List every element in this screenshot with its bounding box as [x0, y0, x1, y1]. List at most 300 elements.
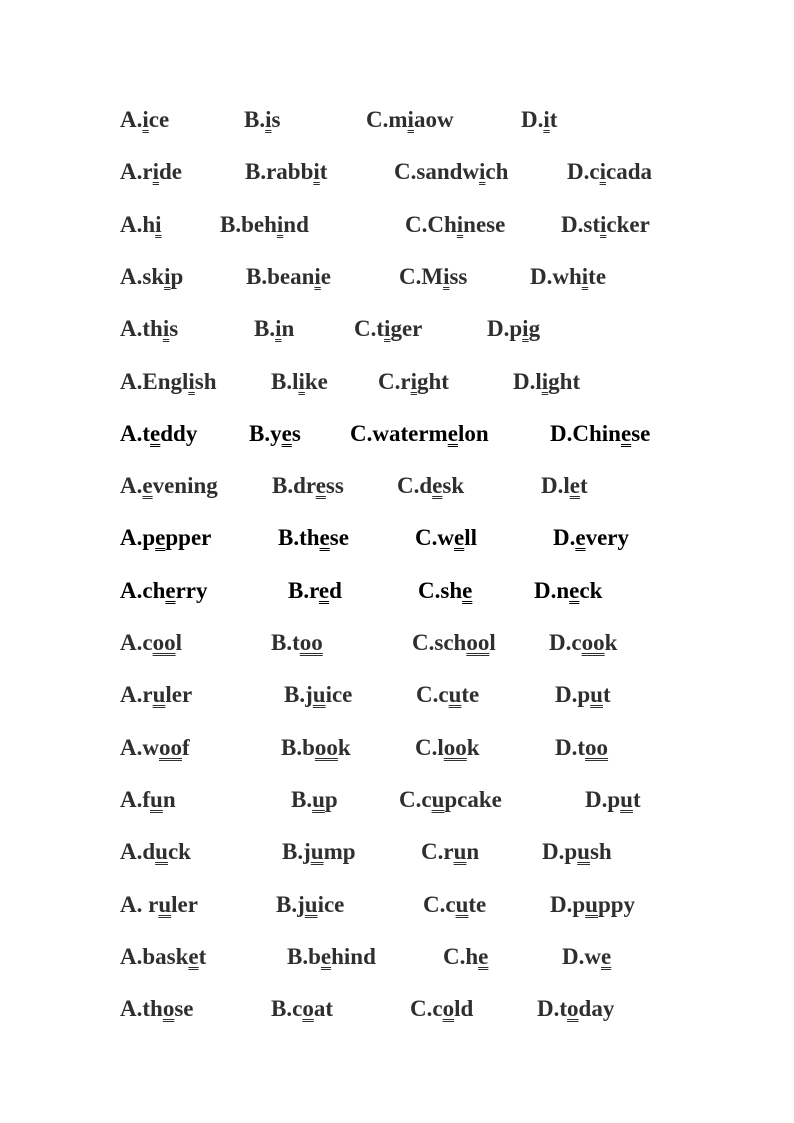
underlined-letters: oo: [152, 630, 176, 655]
option-d: [521, 103, 557, 137]
word-end: ss: [325, 473, 344, 499]
word-start: bask: [142, 943, 189, 969]
option-d: [585, 783, 641, 817]
word-start: j: [297, 891, 305, 917]
option-letter: B.: [246, 263, 268, 289]
underlined-letters: i: [543, 107, 550, 132]
option-a: [120, 835, 191, 869]
word-start: l: [437, 734, 444, 760]
underlined-letters: u: [155, 839, 168, 865]
word-start: d: [419, 473, 433, 499]
underlined-letters: i: [600, 211, 607, 237]
underlined-letters: e: [319, 525, 330, 551]
word-start: c: [142, 630, 153, 655]
word-start: M: [421, 263, 444, 289]
option-letter: A.: [120, 159, 143, 185]
word-end: de: [158, 159, 182, 185]
option-letter: A.: [120, 263, 143, 289]
option-letter: A.: [120, 368, 143, 394]
underlined-letters: u: [158, 891, 172, 917]
word-end: n: [466, 839, 480, 865]
word-end: nese: [463, 211, 506, 237]
option-letter: D.: [542, 839, 565, 865]
question-row: [0, 208, 794, 242]
word-start: t: [376, 316, 385, 342]
underlined-letters: i: [313, 159, 320, 185]
option-letter: C.: [399, 786, 422, 812]
word-start: l: [563, 473, 570, 499]
option-c: [412, 626, 496, 660]
underlined-letters: i: [581, 263, 589, 289]
word-end: ger: [390, 316, 423, 342]
underlined-letters: i: [276, 211, 284, 237]
option-d: [541, 469, 588, 503]
word-start: bean: [267, 263, 315, 289]
word-end: mp: [323, 839, 356, 865]
underlined-letters: e: [569, 473, 580, 499]
word-start: m: [388, 107, 408, 132]
option-d: [537, 992, 614, 1026]
word-start: b: [302, 734, 315, 760]
word-end: f: [182, 734, 190, 760]
word-end: ck: [579, 577, 603, 603]
word-end: p: [324, 786, 338, 812]
underlined-letters: e: [315, 473, 326, 499]
option-letter: A.: [120, 682, 143, 708]
word-end: t: [632, 786, 641, 812]
option-d: [550, 417, 650, 451]
question-row: [0, 260, 794, 294]
word-end: te: [588, 263, 607, 289]
underlined-letters: o: [302, 996, 314, 1022]
underlined-letters: o: [567, 996, 579, 1022]
underlined-letters: i: [384, 316, 391, 342]
underlined-letters: i: [443, 263, 450, 289]
option-c: [415, 521, 477, 555]
option-c: [354, 312, 422, 346]
option-letter: D.: [561, 211, 584, 237]
option-letter: A.: [120, 891, 149, 917]
option-letter: C.: [350, 420, 373, 446]
option-b: [288, 574, 342, 608]
underlined-letters: u: [152, 682, 166, 708]
option-letter: B.: [271, 996, 293, 1022]
question-row: [0, 365, 794, 399]
option-c: [410, 992, 473, 1026]
option-letter: A.: [120, 943, 143, 969]
underlined-letters: e: [155, 525, 166, 551]
word-start: w: [437, 525, 454, 551]
underlined-letters: i: [522, 316, 529, 342]
word-start: Engl: [142, 368, 189, 394]
word-start: f: [142, 786, 151, 812]
word-end: aow: [413, 107, 454, 132]
underlined-letters: oo: [314, 734, 338, 760]
option-b: [220, 208, 309, 242]
option-a: [120, 678, 192, 712]
option-letter: C.: [394, 159, 417, 185]
word-end: s: [169, 316, 179, 342]
question-row: [0, 574, 794, 608]
word-start: y: [270, 420, 282, 446]
word-end: e: [320, 263, 331, 289]
option-letter: D.: [550, 891, 573, 917]
word-start: wh: [552, 263, 582, 289]
underlined-letters: oo: [159, 734, 182, 760]
option-a: [120, 260, 183, 294]
underlined-letters: u: [312, 682, 326, 708]
underlined-letters: i: [142, 107, 149, 132]
option-d: [542, 835, 612, 869]
option-letter: B.: [254, 316, 276, 342]
option-a: [120, 992, 194, 1026]
word-start: rabb: [266, 159, 314, 185]
word-end: d: [329, 577, 342, 603]
word-start: ch: [142, 577, 166, 603]
option-letter: D.: [550, 420, 573, 446]
word-end: pcake: [444, 786, 502, 812]
option-letter: B.: [271, 368, 293, 394]
option-letter: D.: [553, 525, 576, 551]
option-b: [249, 417, 301, 451]
word-end: ler: [171, 891, 198, 917]
option-letter: C.: [412, 630, 435, 655]
word-end: ce: [148, 107, 170, 132]
underlined-letters: i: [599, 159, 606, 185]
option-a: [120, 888, 198, 922]
word-start: th: [142, 996, 163, 1022]
word-end: s: [291, 420, 301, 446]
option-letter: B.: [271, 630, 293, 655]
word-start: l: [292, 368, 299, 394]
option-letter: D.: [585, 786, 608, 812]
option-letter: B.: [220, 211, 242, 237]
word-start: d: [142, 839, 156, 865]
underlined-letters: e: [575, 525, 586, 551]
word-start: r: [443, 839, 454, 865]
underlined-letters: i: [456, 211, 464, 237]
option-letter: B.: [244, 107, 266, 132]
option-a: [120, 940, 206, 974]
underlined-letters: e: [318, 577, 330, 603]
word-end: nd: [283, 211, 309, 237]
word-start: p: [564, 839, 578, 865]
word-start: waterm: [372, 420, 448, 446]
option-a: [120, 103, 169, 137]
word-start: r: [148, 891, 159, 917]
word-end: k: [604, 630, 618, 655]
underlined-letters: i: [298, 368, 305, 394]
option-d: [530, 260, 606, 294]
option-d: [555, 731, 608, 765]
word-end: day: [578, 996, 615, 1022]
question-row: [0, 678, 794, 712]
underlined-letters: i: [541, 368, 549, 394]
option-b: [278, 521, 349, 555]
question-row: [0, 469, 794, 503]
option-d: [550, 888, 635, 922]
option-b: [271, 992, 333, 1026]
word-end: t: [549, 107, 558, 132]
option-c: [418, 574, 472, 608]
underlined-letters: u: [150, 786, 163, 812]
word-start: c: [438, 682, 449, 708]
underlined-letters: u: [304, 891, 318, 917]
option-c: [397, 469, 464, 503]
option-letter: A.: [120, 786, 143, 812]
word-end: very: [585, 525, 630, 551]
option-letter: C.: [354, 316, 377, 342]
option-letter: B.: [278, 525, 300, 551]
underlined-letters: u: [590, 682, 603, 708]
word-start: r: [142, 682, 153, 708]
word-start: p: [509, 316, 523, 342]
option-a: [120, 626, 182, 660]
word-start: h: [465, 943, 479, 969]
option-letter: C.: [423, 891, 446, 917]
underlined-letters: oo: [299, 630, 323, 655]
option-a: [120, 365, 217, 399]
question-row: [0, 783, 794, 817]
word-end: ch: [485, 159, 509, 185]
option-a: [120, 155, 182, 189]
option-letter: A.: [120, 107, 143, 132]
option-letter: D.: [530, 263, 553, 289]
word-start: p: [607, 786, 621, 812]
word-end: ddy: [160, 420, 198, 446]
question-row: [0, 940, 794, 974]
option-d: [549, 626, 617, 660]
word-start: r: [142, 159, 153, 185]
option-letter: B.: [291, 786, 313, 812]
option-c: [421, 835, 479, 869]
option-letter: D.: [513, 368, 536, 394]
option-letter: C.: [415, 525, 438, 551]
word-end: g: [528, 316, 541, 342]
word-start: sandw: [416, 159, 480, 185]
word-start: l: [535, 368, 542, 394]
option-c: [415, 731, 480, 765]
option-c: [399, 783, 502, 817]
underlined-letters: i: [265, 107, 272, 132]
underlined-letters: e: [620, 420, 632, 446]
option-letter: C.: [416, 682, 439, 708]
word-start: n: [556, 577, 570, 603]
word-end: te: [468, 891, 487, 917]
word-end: l: [489, 630, 496, 655]
word-start: sk: [142, 263, 165, 289]
word-start: c: [421, 786, 432, 812]
underlined-letters: u: [453, 839, 467, 865]
word-end: rry: [175, 577, 208, 603]
word-end: cada: [605, 159, 652, 185]
option-letter: C.: [397, 473, 420, 499]
option-b: [272, 469, 344, 503]
word-start: t: [142, 420, 151, 446]
option-letter: C.: [399, 263, 422, 289]
word-end: ck: [167, 839, 191, 865]
word-start: dr: [293, 473, 316, 499]
word-end: sh: [589, 839, 612, 865]
underlined-letters: i: [155, 211, 162, 237]
word-end: hind: [331, 943, 376, 969]
word-end: k: [466, 734, 480, 760]
word-end: lon: [457, 420, 489, 446]
option-letter: B.: [287, 943, 309, 969]
option-b: [245, 155, 327, 189]
option-letter: A.: [120, 577, 143, 603]
underlined-letters: u: [431, 786, 445, 812]
option-letter: C.: [421, 839, 444, 865]
option-letter: C.: [418, 577, 441, 603]
underlined-letters: i: [314, 263, 321, 289]
option-letter: D.: [537, 996, 560, 1022]
option-b: [282, 835, 356, 869]
word-start: t: [292, 630, 300, 655]
underlined-letters: oo: [581, 630, 605, 655]
underlined-letters: u: [312, 786, 325, 812]
word-end: t: [602, 682, 611, 708]
word-start: c: [445, 891, 456, 917]
word-start: p: [142, 525, 156, 551]
underlined-letters: i: [188, 368, 195, 394]
option-b: [276, 888, 344, 922]
underlined-letters: i: [164, 263, 171, 289]
word-end: ght: [416, 368, 449, 394]
option-b: [287, 940, 376, 974]
underlined-letters: u: [448, 682, 462, 708]
option-b: [244, 103, 280, 137]
underlined-letters: e: [188, 943, 199, 969]
word-start: c: [432, 996, 443, 1022]
option-letter: C.: [405, 211, 428, 237]
word-start: c: [292, 996, 303, 1022]
underlined-letters: e: [462, 577, 473, 603]
word-start: t: [559, 996, 568, 1022]
word-end: ld: [454, 996, 474, 1022]
option-letter: A.: [120, 630, 143, 655]
word-start: r: [400, 368, 411, 394]
underlined-letters: o: [442, 996, 455, 1022]
word-start: j: [305, 682, 313, 708]
underlined-letters: u: [455, 891, 469, 917]
underlined-letters: e: [320, 943, 332, 969]
option-letter: A.: [120, 316, 143, 342]
option-b: [254, 312, 294, 346]
underlined-letters: u: [620, 786, 633, 812]
option-letter: D.: [555, 734, 578, 760]
option-b: [281, 731, 351, 765]
option-letter: B.: [281, 734, 303, 760]
option-letter: C.: [415, 734, 438, 760]
option-c: [378, 365, 449, 399]
underlined-letters: oo: [466, 630, 490, 655]
word-end: l: [175, 630, 182, 655]
word-end: ppy: [597, 891, 636, 917]
option-letter: D.: [487, 316, 510, 342]
option-b: [284, 678, 352, 712]
option-c: [399, 260, 467, 294]
option-letter: B.: [249, 420, 271, 446]
word-end: ice: [317, 891, 345, 917]
option-letter: D.: [562, 943, 585, 969]
question-row: [0, 992, 794, 1026]
option-c: [405, 208, 505, 242]
word-start: sh: [440, 577, 463, 603]
question-row: [0, 626, 794, 660]
option-a: [120, 312, 178, 346]
underlined-letters: e: [432, 473, 443, 499]
word-end: n: [281, 316, 295, 342]
option-letter: C.: [366, 107, 389, 132]
option-letter: A.: [120, 839, 143, 865]
option-a: [120, 208, 162, 242]
question-row: [0, 835, 794, 869]
underlined-letters: i: [407, 107, 414, 132]
underlined-letters: e: [478, 943, 489, 969]
option-letter: A.: [120, 734, 143, 760]
word-start: Ch: [427, 211, 457, 237]
underlined-letters: u: [585, 891, 598, 917]
option-c: [366, 103, 454, 137]
word-end: t: [198, 943, 207, 969]
option-d: [534, 574, 602, 608]
word-end: ler: [165, 682, 193, 708]
option-letter: D.: [534, 577, 557, 603]
underlined-letters: e: [142, 473, 153, 499]
option-letter: B.: [245, 159, 267, 185]
word-start: r: [309, 577, 319, 603]
question-row: [0, 155, 794, 189]
question-row: [0, 731, 794, 765]
word-start: th: [142, 316, 163, 342]
word-end: k: [337, 734, 351, 760]
word-end: n: [162, 786, 176, 812]
word-start: sch: [434, 630, 467, 655]
underlined-letters: e: [447, 420, 458, 446]
option-b: [271, 626, 323, 660]
underlined-letters: e: [569, 577, 580, 603]
word-start: th: [299, 525, 320, 551]
option-a: [120, 731, 190, 765]
option-c: [416, 678, 479, 712]
underlined-letters: u: [577, 839, 590, 865]
underlined-letters: u: [310, 839, 324, 865]
word-end: vening: [152, 473, 218, 499]
word-start: w: [142, 734, 159, 760]
word-end: sh: [194, 368, 217, 394]
option-d: [561, 208, 650, 242]
option-c: [394, 155, 508, 189]
option-a: [120, 417, 197, 451]
option-c: [423, 888, 486, 922]
word-end: se: [174, 996, 194, 1022]
word-end: se: [631, 420, 651, 446]
option-letter: B.: [276, 891, 298, 917]
underlined-letters: i: [410, 368, 417, 394]
underlined-letters: i: [479, 159, 486, 185]
word-start: h: [142, 211, 156, 237]
word-end: pper: [165, 525, 212, 551]
option-letter: D.: [555, 682, 578, 708]
option-letter: A.: [120, 525, 143, 551]
question-row: [0, 312, 794, 346]
option-a: [120, 469, 218, 503]
word-end: ght: [548, 368, 581, 394]
word-end: p: [170, 263, 184, 289]
option-a: [120, 521, 211, 555]
word-start: beh: [241, 211, 277, 237]
